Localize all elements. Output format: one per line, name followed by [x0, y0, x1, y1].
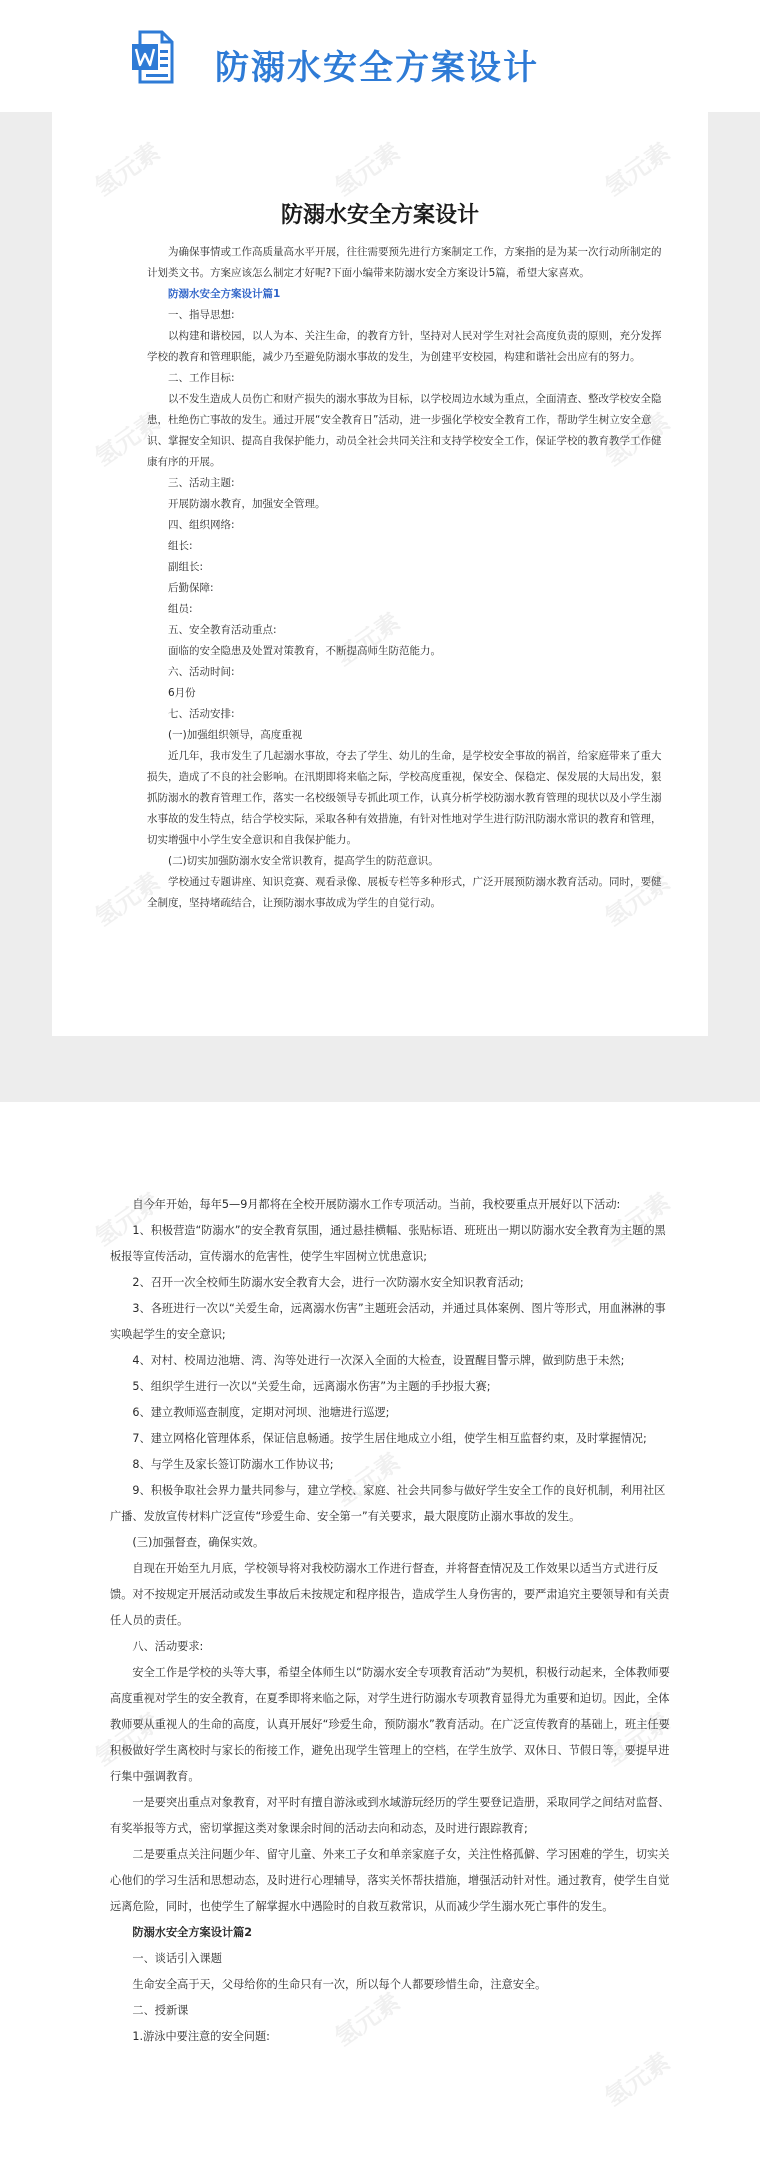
section-heading: 防溺水安全方案设计篇2: [132, 1926, 253, 1939]
paragraph: 面临的安全隐患及处置对策教育，不断提高师生防范能力。: [168, 645, 441, 657]
paragraph: 一、指导思想:: [168, 309, 235, 321]
paragraph: 安全工作是学校的头等大事，希望全体师生以“防溺水安全专项教育活动”为契机，积极行动起来，全体教师要高度重视对学生的安全教育，在夏季即将来临之际，对学生进行防溺水专项教育显得尤为重要和迫切。因此，全体教师要从重视人的生命的高度，认真开展好“珍爱生命，预防溺水”教育活动。在广泛宣传教育的基础上，班主任要积极做好学生离校时与家长的衔接工作，避免出现学生管理上的空档，在学生放学、双休日、节假日等，要提早进行集中强调教育。: [110, 1666, 670, 1783]
paragraph: 4、对村、校周边池塘、湾、沟等处进行一次深入全面的大检查，设置醒目警示牌，做到防患于未然;: [132, 1354, 625, 1367]
paragraph: (二)切实加强防溺水安全常识教育，提高学生的防范意识。: [168, 855, 439, 867]
paragraph: 一是要突出重点对象教育，对平时有擅自游泳或到水域游玩经历的学生要登记造册，采取同学之间结对监督、有奖举报等方式，密切掌握这类对象课余时间的活动去向和动态，及时进行跟踪教育;: [110, 1796, 670, 1835]
paragraph: 组员:: [168, 603, 193, 615]
paragraph: 近几年，我市发生了几起溺水事故，夺去了学生、幼儿的生命，是学校安全事故的祸首，给家庭带来了重大损失，造成了不良的社会影响。在汛期即将来临之际，学校高度重视，保安全、保稳定、保发展的大局出发，狠抓防溺水的教育管理工作，落实一名校级领导专抓此项工作，认真分析学校防溺水教育管理的现状以及小学生溺水事故的发生特点，结合学校实际，采取各种有效措施，有针对性地对学生进行防汛防溺水常识的教育和管理，切实增强中小学生安全意识和自我保护能力。: [147, 750, 662, 846]
paragraph: (一)加强组织领导，高度重视: [168, 729, 303, 741]
word-document-icon: [130, 30, 174, 84]
paragraph: 3、各班进行一次以“关爱生命，远离溺水伤害”主题班会活动，并通过具体案例、图片等形式，用血淋淋的事实唤起学生的安全意识;: [110, 1302, 666, 1341]
paragraph: 1.游泳中要注意的安全问题:: [132, 2030, 270, 2043]
banner-title: 防溺水安全方案设计: [215, 48, 539, 88]
paragraph: 为确保事情或工作高质量高水平开展，往往需要预先进行方案制定工作，方案指的是为某一次行动所制定的计划类文书。方案应该怎么制定才好呢?下面小编带来防溺水安全方案设计5篇，希望大家喜欢。: [147, 246, 662, 279]
paragraph: 9、积极争取社会界力量共同参与，建立学校、家庭、社会共同参与做好学生安全工作的良好机制，利用社区广播、发放宣传材料广泛宣传“珍爱生命、安全第一”有关要求，最大限度防止溺水事故的发生。: [110, 1484, 666, 1523]
paragraph: 自现在开始至九月底，学校领导将对我校防溺水工作进行督查，并将督查情况及工作效果以适当方式进行反馈。对不按规定开展活动或发生事故后未按规定和程序报告，造成学生人身伤害的，要严肃追究主要领导和有关责任人员的责任。: [110, 1562, 670, 1627]
paragraph: 开展防溺水教育，加强安全管理。: [168, 498, 326, 510]
paragraph: 二、授新课: [132, 2004, 189, 2017]
paragraph: (三)加强督查，确保实效。: [132, 1536, 265, 1549]
paragraph: 2、召开一次全校师生防溺水安全教育大会，进行一次防溺水安全知识教育活动;: [132, 1276, 524, 1289]
page-2-body: [110, 1192, 670, 2050]
paragraph: 三、活动主题:: [168, 477, 235, 489]
paragraph: 二、工作目标:: [168, 372, 235, 384]
paragraph: 学校通过专题讲座、知识竞赛、观看录像、展板专栏等多种形式，广泛开展预防溺水教育活动。同时，要健全制度，坚持堵疏结合，让预防溺水事故成为学生的自觉行动。: [147, 876, 662, 909]
paragraph: 一、谈话引入课题: [132, 1952, 222, 1965]
paragraph: 6、建立教师巡查制度，定期对河坝、池塘进行巡逻;: [132, 1406, 390, 1419]
paragraph: 以构建和谐校园，以人为本、关注生命，的教育方针，坚持对人民对学生对社会高度负责的原则，充分发挥学校的教育和管理职能，减少乃至避免防溺水事故的发生，为创建平安校园，构建和谐社会出应有的努力。: [147, 330, 662, 363]
document-page-1: [52, 112, 708, 1036]
paragraph: 七、活动安排:: [168, 708, 235, 720]
paragraph: 副组长:: [168, 561, 204, 573]
document-title: 防溺水安全方案设计: [280, 203, 479, 228]
paragraph: 二是要重点关注问题少年、留守儿童、外来工子女和单亲家庭子女，关注性格孤僻、学习困难的学生，切实关心他们的学习生活和思想动态，及时进行心理辅导，落实关怀帮扶措施，增强活动针对性。通过教育，使学生自觉远离危险，同时，也使学生了解掌握水中遇险时的自救互救常识，从而减少学生溺水死亡事件的发生。: [110, 1848, 670, 1913]
banner-header: [0, 0, 760, 112]
page-1-body: [147, 242, 662, 914]
paragraph: 五、安全教育活动重点:: [168, 624, 277, 636]
paragraph: 六、活动时间:: [168, 666, 235, 678]
paragraph: 生命安全高于天，父母给你的生命只有一次，所以每个人都要珍惜生命，注意安全。: [132, 1978, 547, 1991]
document-page-2: [0, 1102, 760, 2178]
paragraph: 以不发生造成人员伤亡和财产损失的溺水事故为目标，以学校周边水域为重点，全面清查、整改学校安全隐患，杜绝伤亡事故的发生。通过开展“安全教育日”活动，进一步强化学校安全教育工作，帮助学生树立安全意识、掌握安全知识、提高自我保护能力，动员全社会共同关注和支持学校安全工作，保证学校的教育教学工作健康有序的开展。: [147, 393, 662, 468]
paragraph: 四、组织网络:: [168, 519, 235, 531]
paragraph: 1、积极营造“防溺水”的安全教育氛围，通过悬挂横幅、张贴标语、班班出一期以防溺水安全教育为主题的黑板报等宣传活动，宣传溺水的危害性，使学生牢固树立忧患意识;: [110, 1224, 666, 1263]
paragraph: 八、活动要求:: [132, 1640, 204, 1653]
paragraph: 后勤保障:: [168, 582, 214, 594]
paragraph: 6月份: [168, 687, 196, 699]
paragraph: 7、建立网格化管理体系，保证信息畅通。按学生居住地成立小组，使学生相互监督约束，及时掌握情况;: [132, 1432, 647, 1445]
section-heading: 防溺水安全方案设计篇1: [168, 288, 281, 300]
paragraph: 8、与学生及家长签订防溺水工作协议书;: [132, 1458, 334, 1471]
paragraph: 5、组织学生进行一次以“关爱生命，远离溺水伤害”为主题的手抄报大赛;: [132, 1380, 491, 1393]
paragraph: 组长:: [168, 540, 193, 552]
paragraph: 自今年开始，每年5—9月都将在全校开展防溺水工作专项活动。当前，我校要重点开展好以下活动:: [132, 1198, 621, 1211]
